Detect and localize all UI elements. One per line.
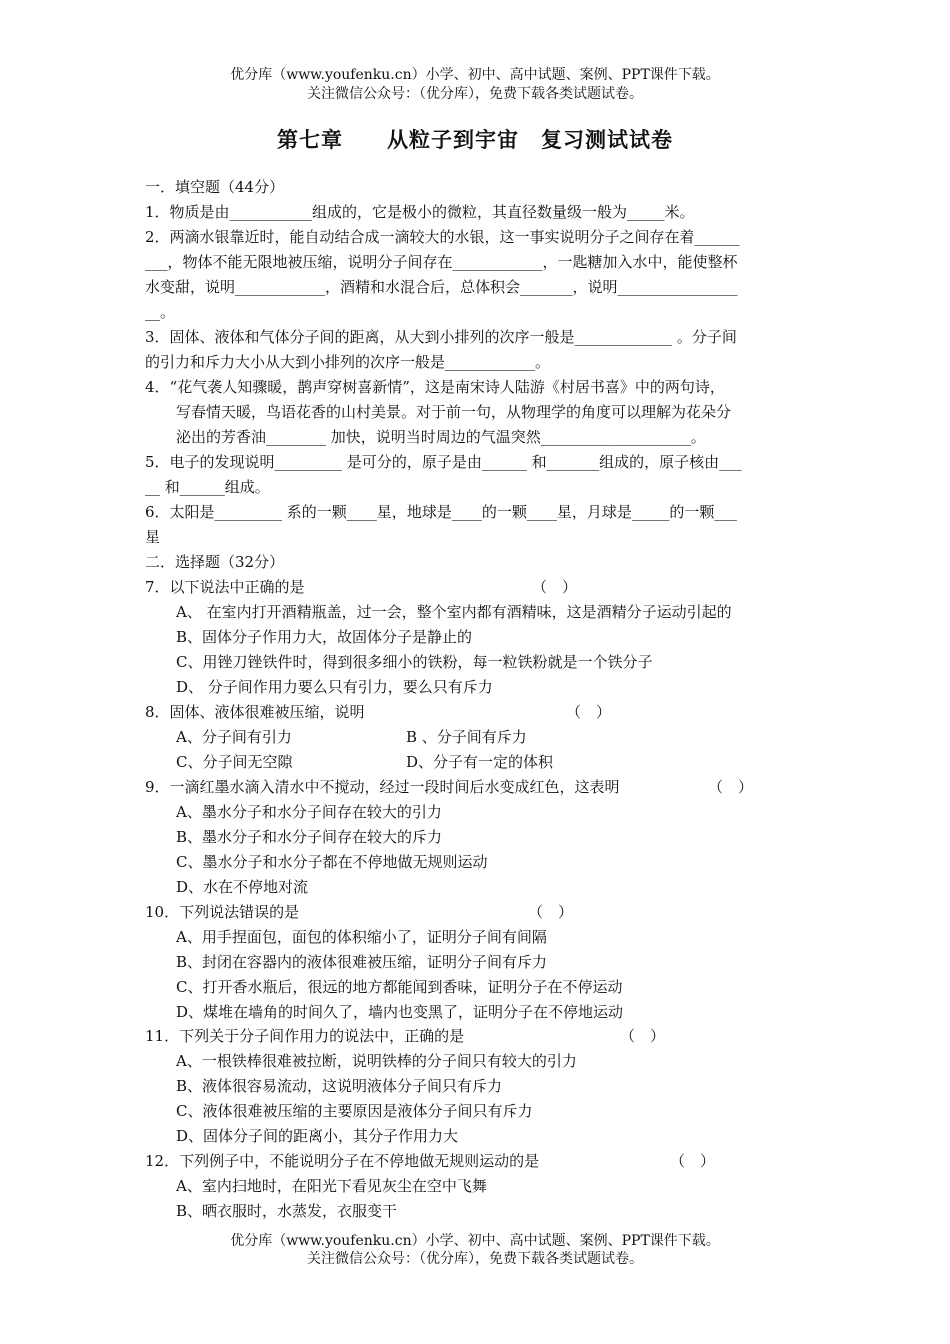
q4-line-3: 泌出的芳香油________ 加快，说明当时周边的气温突然____________________。 [176, 428, 706, 446]
q10-answer-paren: （ ） [528, 903, 574, 921]
q1-line: 1．物质是由___________组成的，它是极小的微粒，其直径数量级一般为_____米。 [145, 203, 695, 221]
q7-option-b: B、固体分子作用力大，故固体分子是静止的 [176, 628, 473, 646]
q11-answer-paren: （ ） [620, 1027, 666, 1045]
q12-stem: 12．下列例子中，不能说明分子在不停地做无规则运动的是 [145, 1152, 540, 1170]
q10-option-d: D、煤堆在墙角的时间久了，墙内也变黑了，证明分子在不停地运动 [176, 1003, 624, 1021]
q8-option-d: D、分子有一定的体积 [406, 753, 554, 771]
q5-line-1: 5．电子的发现说明_________ 是可分的，原子是由______ 和_______组成的，原子核由___ [145, 453, 742, 471]
q3-line-1: 3．固体、液体和气体分子间的距离，从大到小排列的次序一般是_____________ 。分子间 [145, 328, 737, 346]
q9-answer-paren: （ ） [708, 778, 754, 796]
q2-line-3: 水变甜，说明____________，酒精和水混合后，总体积会_______，说明________________ [145, 278, 738, 296]
q8-option-b: B 、分子间有斥力 [406, 728, 527, 746]
q9-option-c: C、墨水分子和水分子都在不停地做无规则运动 [176, 853, 488, 871]
q9-stem: 9．一滴红墨水滴入清水中不搅动，经过一段时间后水变成红色，这表明 [145, 778, 620, 796]
q12-answer-paren: （ ） [670, 1152, 716, 1170]
q8-stem: 8．固体、液体很难被压缩，说明 [145, 703, 365, 721]
q8-option-a: A、分子间有引力 [176, 728, 292, 746]
q11-option-a: A、一根铁棒很难被拉断，说明铁棒的分子间只有较大的引力 [176, 1052, 577, 1070]
q7-option-a: A、 在室内打开酒精瓶盖，过一会，整个室内都有酒精味，这是酒精分子运动引起的 [176, 603, 732, 621]
q2-line-1: 2．两滴水银靠近时，能自动结合成一滴较大的水银，这一事实说明分子之间存在着______ [145, 228, 740, 246]
q11-option-c: C、液体很难被压缩的主要原因是液体分子间只有斥力 [176, 1102, 533, 1120]
q10-option-c: C、打开香水瓶后，很远的地方都能闻到香味，证明分子在不停运动 [176, 978, 623, 996]
q4-line-2: 写春情天暖，鸟语花香的山村美景。对于前一句，从物理学的角度可以理解为花朵分 [176, 403, 732, 421]
q12-option-b: B、晒衣服时，水蒸发，衣服变干 [176, 1202, 398, 1220]
q9-option-b: B、墨水分子和水分子间存在较大的斥力 [176, 828, 443, 846]
q5-line-2: __ 和______组成。 [145, 478, 270, 496]
q4-line-1: 4．“花气袭人知骤暖，鹊声穿树喜新情”，这是南宋诗人陆游《村居书喜》中的两句诗， [145, 378, 725, 396]
q9-option-d: D、水在不停地对流 [176, 878, 309, 896]
footer-line-1: 优分库（www.youfenku.cn）小学、初中、高中试题、案例、PPT课件下载。 [230, 1233, 720, 1249]
q7-option-d: D、 分子间作用力要么只有引力，要么只有斥力 [176, 678, 493, 696]
section1-heading: 一．填空题（44分） [145, 178, 285, 196]
q2-line-2: ___，物体不能无限地被压缩，说明分子间存在____________，一匙糖加入水中，能使整杯 [145, 253, 738, 271]
q3-line-2: 的引力和斥力大小从大到小排列的次序一般是____________。 [145, 353, 551, 371]
q6-line-1: 6．太阳是_________ 系的一颗____星，地球是____的一颗____星，月球是_____的一颗___ [145, 503, 737, 521]
q11-option-d: D、固体分子间的距离小，其分子作用力大 [176, 1127, 459, 1145]
q2-line-4: __。 [145, 303, 176, 321]
page-title: 第七章 从粒子到宇宙 复习测试试卷 [277, 127, 673, 152]
q7-stem: 7．以下说法中正确的是 [145, 578, 305, 596]
q10-option-b: B、封闭在容器内的液体很难被压缩，证明分子间有斥力 [176, 953, 548, 971]
section2-heading: 二．选择题（32分） [145, 553, 285, 571]
q11-option-b: B、液体很容易流动，这说明液体分子间只有斥力 [176, 1077, 503, 1095]
q9-option-a: A、墨水分子和水分子间存在较大的引力 [176, 803, 442, 821]
q7-answer-paren: （ ） [532, 578, 578, 596]
footer-line-2: 关注微信公众号：（优分库），免费下载各类试题试卷。 [307, 1251, 643, 1267]
q7-option-c: C、用锉刀锉铁件时，得到很多细小的铁粉，每一粒铁粉就是一个铁分子 [176, 653, 653, 671]
q8-option-c: C、分子间无空隙 [176, 753, 293, 771]
header-line-1: 优分库（www.youfenku.cn）小学、初中、高中试题、案例、PPT课件下载。 [230, 67, 720, 83]
q10-option-a: A、用手捏面包，面包的体积缩小了，证明分子间有间隔 [176, 928, 547, 946]
q11-stem: 11．下列关于分子间作用力的说法中，正确的是 [145, 1027, 465, 1045]
q10-stem: 10．下列说法错误的是 [145, 903, 300, 921]
q8-answer-paren: （ ） [566, 703, 612, 721]
q12-option-a: A、室内扫地时，在阳光下看见灰尘在空中飞舞 [176, 1177, 487, 1195]
header-line-2: 关注微信公众号：（优分库），免费下载各类试题试卷。 [307, 86, 643, 102]
q6-line-2: 星 [145, 528, 161, 546]
